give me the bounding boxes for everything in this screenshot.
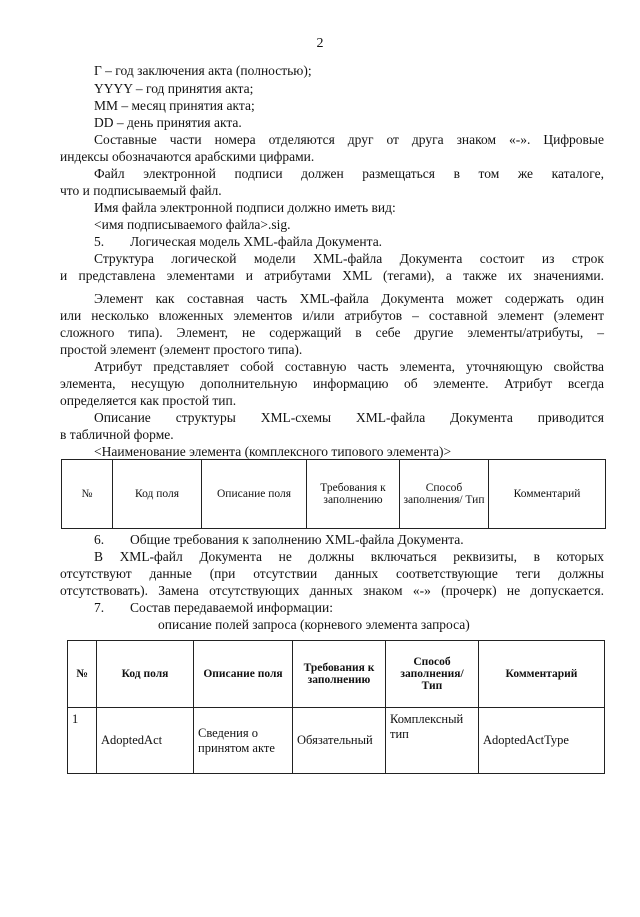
paragraph-line: Имя файла электронной подписи должно иметь вид: bbox=[94, 200, 396, 215]
paragraph-line: Файл электронной подписи должен размещаться в том же каталоге, bbox=[94, 166, 604, 181]
table-cell: AdoptedAct bbox=[97, 708, 194, 774]
column-header: Комментарий bbox=[479, 641, 605, 708]
table-caption: <Наименование элемента (комплексного типового элемента)> bbox=[94, 444, 452, 459]
column-header: Описание поля bbox=[202, 460, 307, 529]
paragraph-line: YYYY – год принятия акта; bbox=[94, 81, 254, 96]
paragraph-line: элемента, несущую дополнительную информацию об элементе. Атрибут всегда bbox=[60, 376, 604, 391]
section-heading: Общие требования к заполнению XML-файла Документа. bbox=[130, 532, 464, 547]
paragraph-line: отсутствуют данные (при отсутствии данных соответствующие теги должны bbox=[60, 566, 604, 581]
column-header: Код поля bbox=[97, 641, 194, 708]
paragraph-line: и представлена элементами и атрибутами XML (тегами), а также их значениями. bbox=[60, 268, 604, 283]
element-template-table bbox=[61, 459, 606, 529]
paragraph-line: Описание структуры XML-схемы XML-файла Документа приводится bbox=[94, 410, 604, 425]
paragraph-line: в табличной форме. bbox=[60, 427, 174, 442]
paragraph-line: Структура логической модели XML-файла Документа состоит из строк bbox=[94, 251, 604, 266]
paragraph-line: <имя подписываемого файла>.sig. bbox=[94, 217, 291, 232]
table-cell: Сведения о принятом акте bbox=[194, 708, 293, 774]
column-header: № bbox=[62, 460, 113, 529]
table-cell: 1 bbox=[68, 708, 97, 774]
paragraph-line: определяется как простой тип. bbox=[60, 393, 237, 408]
table-caption: описание полей запроса (корневого элемента запроса) bbox=[158, 617, 470, 632]
section-number: 7. bbox=[94, 600, 105, 615]
paragraph-line: простой элемент (элемент простого типа). bbox=[60, 342, 303, 357]
table-cell: Обязательный bbox=[293, 708, 386, 774]
section-number: 6. bbox=[94, 532, 105, 547]
paragraph-line: В XML-файл Документа не должны включаться реквизиты, в которых bbox=[94, 549, 604, 564]
table-row bbox=[68, 708, 605, 774]
paragraph-line: Элемент как составная часть XML-файла Документа может содержать один bbox=[94, 291, 604, 306]
column-header: Код поля bbox=[113, 460, 202, 529]
column-header: Требования к заполнению bbox=[307, 460, 400, 529]
column-header: Описание поля bbox=[194, 641, 293, 708]
paragraph-line: или несколько вложенных элементов и/или атрибутов – составной элемент (элемент bbox=[60, 308, 604, 323]
section-heading: Состав передаваемой информации: bbox=[130, 600, 333, 615]
column-header: Комментарий bbox=[489, 460, 606, 529]
paragraph-line: Составные части номера отделяются друг от друга знаком «-». Цифровые bbox=[94, 132, 604, 147]
paragraph-line: что и подписываемый файл. bbox=[60, 183, 222, 198]
page-number: 2 bbox=[316, 36, 324, 51]
section-heading: Логическая модель XML-файла Документа. bbox=[130, 234, 383, 249]
paragraph-line: Г – год заключения акта (полностью); bbox=[94, 63, 312, 78]
table-cell: AdoptedActType bbox=[479, 708, 605, 774]
paragraph-line: сложного типа). Элемент, не содержащий в себе другие элементы/атрибуты, – bbox=[60, 325, 604, 340]
paragraph-line: индексы обозначаются арабскими цифрами. bbox=[60, 149, 315, 164]
paragraph-line: Атрибут представляет собой составную часть элемента, уточняющую свойства bbox=[94, 359, 604, 374]
column-header: № bbox=[68, 641, 97, 708]
section-number: 5. bbox=[94, 234, 105, 249]
request-fields-table bbox=[67, 640, 605, 774]
column-header: Способ заполнения/ Тип bbox=[400, 460, 489, 529]
paragraph-line: отсутствовать). Замена отсутствующих данных знаком «-» (прочерк) не допускается. bbox=[60, 583, 604, 598]
paragraph-line: DD – день принятия акта. bbox=[94, 115, 242, 130]
column-header: Способ заполнения/ Тип bbox=[386, 641, 479, 708]
column-header: Требования к заполнению bbox=[293, 641, 386, 708]
paragraph-line: MM – месяц принятия акта; bbox=[94, 98, 255, 113]
table-cell: Комплексный тип bbox=[386, 708, 479, 774]
